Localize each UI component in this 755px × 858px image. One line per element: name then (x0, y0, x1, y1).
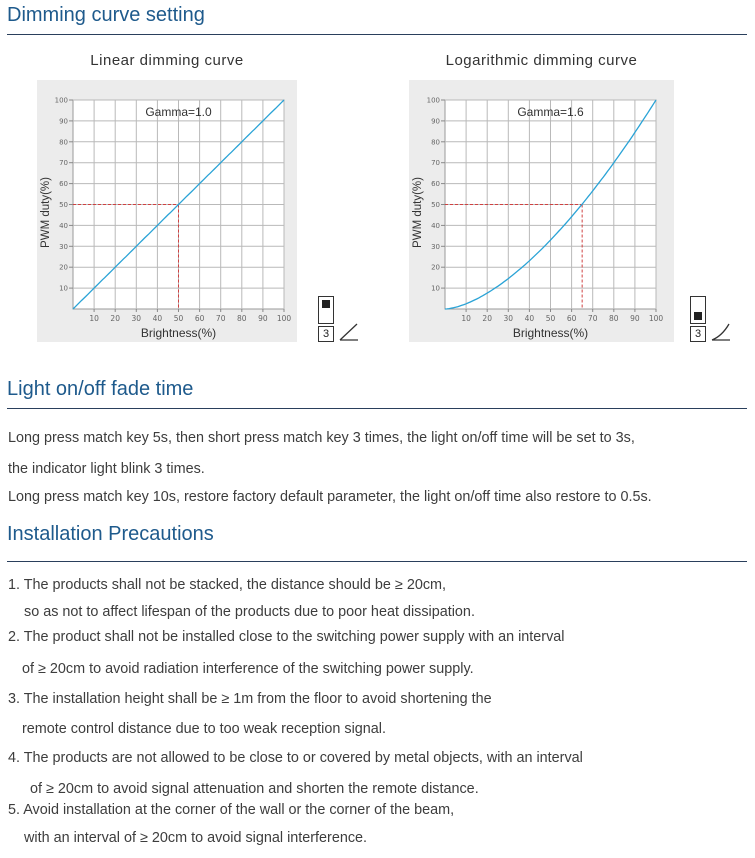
install-line-8: of ≥ 20cm to avoid signal attenuation and shorten the remote distance. (30, 781, 479, 797)
data-point (571, 216, 573, 218)
install-line-1: 1. The products shall not be stacked, the distance should be ≥ 20cm, (8, 577, 447, 593)
data-point (283, 99, 285, 101)
y-tick-label: 70 (431, 159, 440, 168)
y-tick-label: 80 (59, 138, 68, 147)
x-tick-label: 30 (131, 314, 142, 323)
data-point (465, 303, 467, 305)
x-tick-label: 40 (152, 314, 163, 323)
dip-switch-knob (322, 300, 330, 308)
install-line-4: of ≥ 20cm to avoid radiation interference of the switching power supply. (22, 661, 474, 677)
x-tick-label: 30 (503, 314, 514, 323)
dip-switch-number: 3 (318, 326, 334, 342)
x-tick-label: 70 (215, 314, 226, 323)
x-tick-label: 60 (566, 314, 577, 323)
x-tick-label: 50 (545, 314, 556, 323)
data-point (136, 246, 138, 248)
dip-switch-number: 3 (690, 326, 706, 342)
y-tick-label: 80 (431, 138, 440, 147)
y-tick-label: 40 (431, 221, 440, 230)
data-point (444, 308, 446, 310)
y-tick-label: 90 (431, 117, 440, 126)
chart-title-linear: Linear dimming curve (90, 52, 244, 69)
install-line-6: remote control distance due to too weak reception signal. (22, 721, 386, 737)
fade-line-2: the indicator light blink 3 times. (8, 461, 205, 477)
install-line-5: 3. The installation height shall be ≥ 1m from the floor to avoid shortening the (8, 691, 492, 707)
y-tick-label: 30 (59, 242, 68, 251)
gamma-annotation: Gamma=1.0 (145, 105, 212, 119)
y-tick-label: 60 (431, 180, 440, 189)
x-tick-label: 40 (524, 314, 535, 323)
x-tick-label: 100 (648, 314, 664, 323)
x-tick-label: 80 (609, 314, 619, 323)
chart-title-log: Logarithmic dimming curve (445, 52, 638, 69)
dip-switch-body (318, 296, 334, 324)
x-axis-label: Brightness(%) (512, 326, 589, 340)
data-point (262, 120, 264, 122)
data-point (72, 308, 74, 310)
x-tick-label: 90 (630, 314, 640, 323)
y-tick-label: 60 (59, 180, 68, 189)
linear-dimming-chart (37, 80, 297, 342)
section-divider (7, 561, 747, 562)
x-tick-label: 10 (89, 314, 99, 323)
data-point (241, 141, 243, 143)
x-tick-label: 90 (258, 314, 268, 323)
y-axis-label: PWM duty(%) (412, 177, 424, 248)
install-line-2: so as not to affect lifespan of the products due to poor heat dissipation. (24, 604, 475, 620)
y-tick-label: 40 (59, 221, 68, 230)
data-point (157, 225, 159, 227)
x-tick-label: 20 (110, 314, 120, 323)
linear-chart-svg (37, 80, 297, 342)
data-point (114, 266, 116, 268)
y-tick-label: 30 (431, 242, 440, 251)
gamma-annotation: Gamma=1.6 (517, 105, 584, 119)
install-line-10: with an interval of ≥ 20cm to avoid signal interference. (24, 830, 368, 846)
x-tick-label: 70 (587, 314, 598, 323)
dip-switch-knob (694, 312, 702, 320)
section-title-install: Installation Precautions (7, 523, 214, 545)
x-tick-label: 60 (194, 314, 205, 323)
data-point (592, 190, 594, 192)
y-axis-label: PWM duty(%) (40, 177, 52, 248)
section-divider (7, 408, 747, 409)
data-point (178, 204, 180, 206)
data-point (529, 260, 531, 262)
y-tick-label: 10 (59, 284, 68, 293)
y-tick-label: 20 (59, 263, 68, 272)
install-line-3: 2. The product shall not be installed close to the switching power supply with an interval (8, 629, 565, 645)
section-title-fade: Light on/off fade time (7, 378, 194, 400)
y-tick-label: 70 (59, 159, 68, 168)
x-tick-label: 20 (482, 314, 492, 323)
dip-switch-body (690, 296, 706, 324)
linear-curve-icon (338, 320, 360, 342)
x-axis-label: Brightness(%) (140, 326, 217, 340)
x-tick-label: 50 (173, 314, 184, 323)
y-tick-label: 50 (431, 201, 440, 209)
y-tick-label: 20 (431, 263, 440, 272)
y-tick-label: 90 (59, 117, 68, 126)
data-point (93, 287, 95, 289)
log-chart-svg (409, 80, 674, 342)
data-point (613, 162, 615, 164)
data-point (655, 99, 657, 101)
data-point (220, 162, 222, 164)
section-title-dimming: Dimming curve setting (7, 4, 205, 26)
fade-line-1: Long press match key 5s, then short press match key 3 times, the light on/off time will be set to 3s, (8, 430, 635, 446)
y-tick-label: 50 (59, 201, 68, 209)
data-point (634, 132, 636, 134)
data-point (550, 239, 552, 241)
log-dimming-chart (409, 80, 674, 342)
x-tick-label: 80 (237, 314, 247, 323)
data-point (508, 278, 510, 280)
install-line-9: 5. Avoid installation at the corner of the wall or the corner of the beam, (8, 802, 455, 818)
section-divider (7, 34, 747, 35)
data-point (486, 292, 488, 294)
y-tick-label: 10 (431, 284, 440, 293)
x-tick-label: 100 (276, 314, 292, 323)
install-line-7: 4. The products are not allowed to be close to or covered by metal objects, with an interval (8, 750, 583, 766)
y-tick-label: 100 (426, 96, 440, 105)
fade-line-3: Long press match key 10s, restore factory default parameter, the light on/off time also restore to 0.5s. (8, 489, 652, 505)
log-curve-icon (710, 320, 732, 342)
x-tick-label: 10 (461, 314, 471, 323)
y-tick-label: 100 (54, 96, 68, 105)
data-point (199, 183, 201, 185)
